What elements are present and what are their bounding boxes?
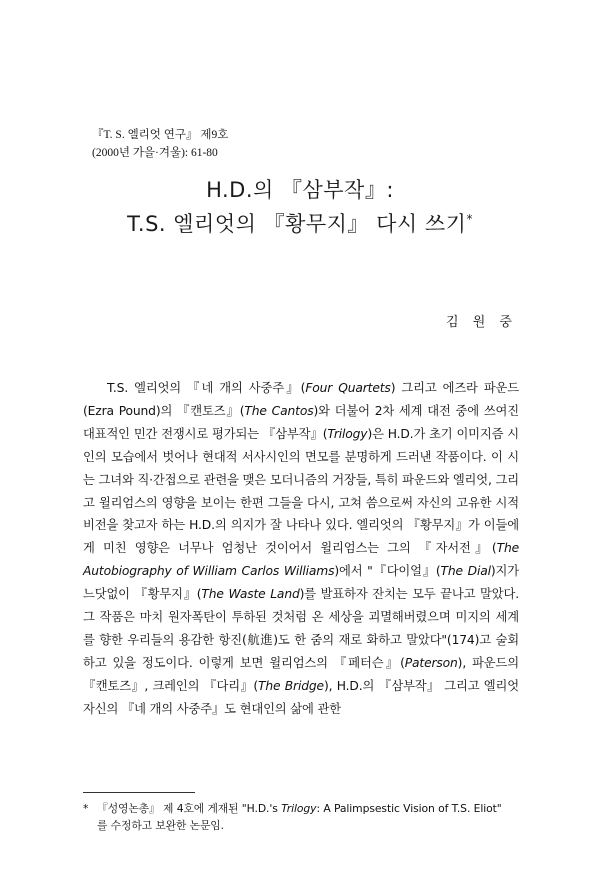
title-italic: The Waste Land [201,587,300,602]
title-italic: Trilogy [327,426,368,441]
title-italic: Paterson [404,655,458,670]
footnote-marker: * [83,802,89,815]
footnote [83,800,519,834]
journal-citation [92,126,228,162]
journal-issue-pages: (2000년 가을·겨울): 61-80 [92,147,218,159]
body-paragraph: T.S. 엘리엇의 『네 개의 사중주』(Four Quartets) 그리고 에즈라 파운드 (Ezra Pound)의 『캔토즈』(The Cantos)와 더불어 2차 세계 대전 중에 쓰여진 대표적인 민간 전쟁시로 평가되는 『삼부작』(Trilogy)은 H.D.가 초기 이미지즘 시인의 모습에서 벗어나 현대적 서사시인의 면모를 분명하게 드러낸 작품이다. 이 시는 그녀와 직·간접으로 관련을 맺은 모더니즘의 거장들, 특히 파운드와 엘리엇, 그리고 윌리엄스의 영향을 보이는 한편 그들을 다시, 고쳐 씀으로써 자신의 고유한 시적 비전을 찾고자 하는 H.D.의 의지가 잘 나타나 있다. 엘리엇의 『황무지』가 이들에게 미친 영향은 너무나 엄청난 것이어서 윌리엄스는 그의 『자서전』(The Autobiography of William Carlos Williams)에서 "『다이얼』(The Dial)지가 느닷없이 『황무지』(The Waste Land)를 발표하자 잔치는 모두 끝나고 말았다. 그 작품은 마치 원자폭탄이 투하된 것처럼 온 세상을 괴멸해버렸으며 미지의 세계를 향한 우리들의 용감한 항진(航進)도 한 줌의 재로 화하고 말았다"(174)고 술회하고 있을 정도이다. 이렇게 보면 윌리엄스의 『페터슨』(Paterson), 파운드의 『캔토즈』, 크레인의 『다리』(The Bridge), H.D.의 『삼부작』 그리고 엘리엇 자신의 『네 개의 사중주』도 현대인의 삶에 관한 [83,381,520,716]
title-italic: The Cantos [244,403,314,418]
title-italic: The Dial [440,564,491,579]
footnote-line-1: * 『성영논총』 제 4호에 게재된 "H.D.'s Trilogy: A Palimpsestic Vision of T.S. Eliot" [83,802,502,815]
title-italic: The Autobiography of William Carlos Williams [83,541,519,579]
paper-title-text: T.S. 엘리엇의 『황무지』 다시 쓰기 [127,212,467,236]
journal-name: 『T. S. 엘리엇 연구』 제9호 [92,129,229,141]
body-text [83,377,519,721]
title-footnote-marker: * [466,212,473,226]
paper-title-line-2 [0,208,600,238]
author-name: 김 원 중 [446,315,517,330]
title-italic: The Bridge [257,678,324,693]
footnote-divider [83,792,195,793]
footnote-line-2: 를 수정하고 보완한 논문임. [97,819,224,832]
paper-title-line-1: H.D.의 『삼부작』: [206,178,394,202]
title-italic: Four Quartets [305,381,391,395]
